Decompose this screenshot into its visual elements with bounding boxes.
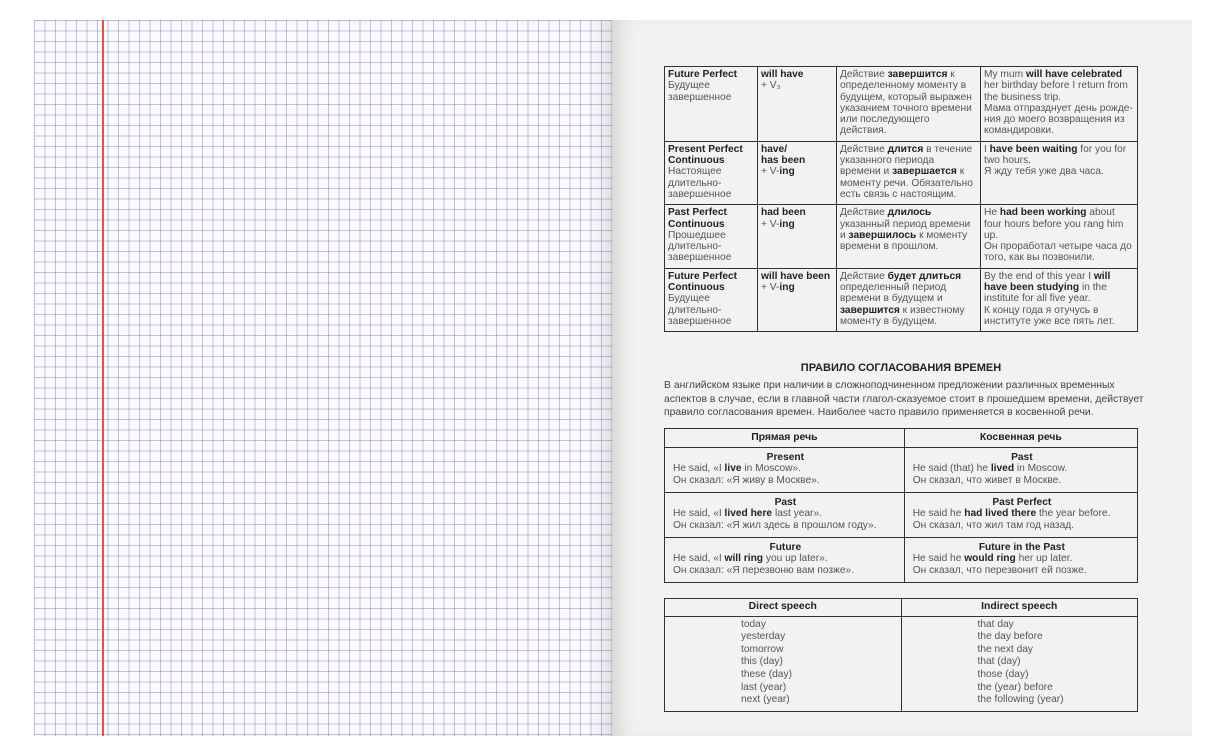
text-run: the year before.	[1036, 508, 1111, 519]
formula-suffix: ing	[779, 218, 795, 230]
speech-table	[664, 428, 1138, 583]
text-run: her birthday before I return from the business trip.	[984, 80, 1128, 103]
word-indirect: that (day)	[977, 656, 1021, 668]
word-direct: this (day)	[741, 656, 783, 668]
tense-name-ru: длительно-	[668, 241, 722, 253]
words-direct-cell	[665, 616, 902, 711]
speech-tense: Past	[1011, 451, 1033, 463]
words-header-indirect: Indirect speech	[901, 599, 1138, 617]
text-run: about four hours before you rang him up.	[984, 207, 1124, 241]
text-run: He said he	[912, 553, 965, 564]
speech-indirect-cell	[904, 447, 1137, 492]
tense-row	[665, 141, 1138, 204]
speech-example-en	[913, 553, 1131, 565]
text-run: for you for two hours.	[984, 143, 1127, 167]
tense-name-en: Future Perfect	[668, 69, 738, 80]
speech-example-en	[913, 508, 1131, 520]
tense-name-ru: завершенное	[668, 91, 732, 103]
tense-name-ru: Будущее	[668, 293, 710, 305]
word-indirect: the following (year)	[977, 694, 1064, 706]
speech-indirect-cell	[904, 492, 1137, 537]
tense-name-en: Present Perfect Continuous	[668, 143, 743, 167]
bold-text: live	[724, 463, 742, 474]
text-run: I	[984, 143, 990, 155]
words-table	[664, 598, 1138, 712]
formula-suffix: ing	[779, 282, 795, 294]
formula-text: + V-	[761, 218, 780, 230]
text-run: He said, «I	[673, 553, 725, 564]
grid-notebook-page	[34, 20, 612, 736]
speech-header-indirect: Косвенная речь	[904, 429, 1137, 448]
speech-tense: Future	[769, 541, 802, 553]
text-run: к моменту речи. Обязательно есть связь с настоящим.	[840, 166, 973, 200]
red-margin-line	[102, 20, 104, 736]
tense-meaning-cell	[837, 141, 981, 204]
speech-indirect-cell	[904, 537, 1137, 582]
tense-row	[665, 205, 1138, 268]
tense-name-ru: длительно-	[668, 177, 722, 189]
text-run: her up later.	[1015, 553, 1073, 564]
speech-tense: Past	[774, 496, 797, 508]
text-run: My mum	[984, 69, 1026, 80]
rule-text: В английском языке при наличии в сложноподчиненном предложении различных временных аспектов в случае, если в главной части глагол-сказуемое стоит в прошедшем времени, действует правило согласования времен. Наиболее часто правило применяется в косвенной речи.	[664, 380, 1144, 418]
formula-text: + V₃	[761, 80, 781, 92]
speech-direct-cell	[665, 492, 905, 537]
bold-text: завершается	[892, 166, 957, 178]
text-run: К концу года я отучусь в институте уже все пять лет.	[984, 304, 1115, 327]
text-run: in the institute for all five year.	[984, 282, 1107, 305]
formula-suffix: ing	[779, 166, 795, 178]
tense-meaning-cell	[837, 268, 981, 331]
bold-text: have been waiting	[989, 143, 1078, 155]
tense-example-cell	[981, 268, 1138, 331]
speech-direct-cell	[665, 447, 905, 492]
word-direct: next (year)	[741, 694, 790, 706]
word-indirect: those (day)	[977, 668, 1029, 680]
bold-text: длилось	[887, 207, 932, 219]
word-direct: yesterday	[741, 631, 786, 643]
tense-name-cell	[665, 67, 758, 142]
text-run: He said, «I	[673, 508, 725, 519]
speech-example-en	[913, 463, 1131, 475]
speech-tense: Future in the Past	[978, 541, 1065, 553]
word-indirect: that day	[977, 618, 1014, 630]
bold-text: lived	[990, 463, 1015, 474]
formula-text: + V-	[761, 282, 780, 294]
bold-text: would ring	[964, 553, 1016, 564]
speech-example-en	[673, 463, 898, 475]
rule-title: ПРАВИЛО СОГЛАСОВАНИЯ ВРЕМЕН	[800, 362, 1002, 374]
word-direct: last (year)	[741, 681, 787, 693]
text-run: указанный период времени и	[840, 218, 971, 241]
tense-formula-cell	[758, 205, 837, 268]
tense-row	[665, 268, 1138, 331]
tense-name-ru: Прошедшее	[668, 229, 726, 241]
tense-name-ru: Настоящее	[668, 166, 722, 178]
text-run: He said he	[912, 508, 965, 519]
speech-example-ru: Он сказал, что жил там год назад.	[912, 519, 1075, 531]
formula-verb	[761, 80, 833, 91]
formula-aux: had been	[761, 207, 806, 219]
bold-text: завершится	[887, 69, 948, 80]
formula-aux: will have been	[761, 270, 831, 282]
text-run: к известному моменту в будущем.	[840, 304, 965, 327]
text-run: Действие	[840, 69, 888, 80]
speech-example-ru: Он сказал: «Я жил здесь в прошлом году».	[673, 519, 877, 531]
tense-row	[665, 67, 1138, 142]
formula-verb	[761, 282, 833, 293]
tense-name-cell	[665, 141, 758, 204]
text-run: you up later».	[763, 553, 828, 564]
bold-text: длится	[887, 143, 924, 155]
tense-name-ru: завершенное	[668, 188, 732, 200]
formula-aux: has been	[761, 155, 806, 167]
speech-header-direct: Прямая речь	[665, 429, 905, 448]
grammar-page	[612, 20, 1192, 736]
word-indirect: the next day	[977, 643, 1034, 655]
text-run: Действие	[840, 207, 888, 219]
text-run: Я жду тебя уже два часа.	[984, 166, 1104, 178]
speech-direct-cell	[665, 537, 905, 582]
formula-verb	[761, 166, 833, 177]
tenses-table	[664, 66, 1138, 332]
speech-example-ru: Он сказал: «Я живу в Москве».	[673, 474, 820, 486]
tense-name-en: Past Perfect Continuous	[668, 207, 727, 230]
text-run: Действие	[840, 143, 888, 155]
bold-text: будет длиться	[887, 270, 962, 282]
speech-tense: Past Perfect	[992, 496, 1052, 508]
text-run: к определенному моменту в будущем, который выражен указанием точного времени или последующего действия.	[840, 69, 972, 137]
text-run: определенный период времени в будущем и	[840, 282, 947, 305]
text-run: в течение указанного периода времени и	[840, 143, 973, 178]
tense-meaning-cell	[837, 205, 981, 268]
tense-name-en: Future Perfect Continuous	[668, 270, 738, 294]
formula-text: + V-	[761, 166, 780, 178]
bold-text: will have celebrated	[1025, 69, 1123, 80]
speech-tense: Present	[766, 451, 805, 463]
formula-aux: will have	[761, 69, 804, 80]
word-direct: tomorrow	[741, 643, 784, 655]
text-run: By the end of this year I	[984, 270, 1094, 282]
text-run: He	[984, 207, 1000, 219]
tense-name-cell	[665, 205, 758, 268]
formula-aux: have/	[761, 143, 788, 155]
text-run: He said, «I	[673, 463, 725, 474]
word-indirect: the (year) before	[977, 681, 1053, 693]
bold-text: will have been studying	[984, 270, 1111, 294]
text-run: Действие	[840, 270, 888, 282]
bold-text: will ring	[724, 553, 764, 564]
speech-example-ru: Он сказал, что перезвонит ей позже.	[912, 564, 1087, 576]
speech-example-en	[673, 508, 898, 520]
speech-example-en	[673, 553, 898, 565]
tense-name-ru: длительно-	[668, 304, 722, 316]
tense-meaning-cell	[837, 67, 981, 142]
word-direct: these (day)	[741, 668, 792, 680]
words-header-direct: Direct speech	[665, 599, 902, 617]
bold-text: завершилось	[848, 229, 917, 241]
tense-example-cell	[981, 205, 1138, 268]
bold-text: завершится	[840, 304, 900, 316]
bold-text: lived here	[724, 508, 773, 519]
text-run: He said (that) he	[912, 463, 991, 474]
text-run: Он проработал четыре часа до того, как вы позвонили.	[984, 241, 1132, 264]
formula-verb	[761, 219, 833, 230]
words-indirect-cell	[901, 616, 1138, 711]
text-run: last year».	[772, 508, 822, 519]
tense-example-cell	[981, 67, 1138, 142]
tense-name-cell	[665, 268, 758, 331]
tense-formula-cell	[758, 67, 837, 142]
speech-example-ru: Он сказал: «Я перезвоню вам позже».	[673, 564, 855, 576]
bold-text: had been working	[999, 207, 1087, 219]
tense-name-ru: Будущее	[668, 80, 710, 92]
tense-example-cell	[981, 141, 1138, 204]
text-run: in Moscow.	[1014, 463, 1068, 474]
speech-example-ru: Он сказал, что живет в Москве.	[912, 474, 1062, 486]
text-run: к моменту времени в прошлом.	[840, 229, 968, 253]
speech-row	[665, 447, 1138, 492]
bold-text: had lived there	[964, 508, 1037, 519]
text-run: in Moscow».	[741, 463, 801, 474]
tense-name-ru: завершенное	[668, 315, 732, 327]
speech-row	[665, 492, 1138, 537]
tense-formula-cell	[758, 141, 837, 204]
speech-row	[665, 537, 1138, 582]
word-indirect: the day before	[977, 631, 1043, 643]
word-direct: today	[741, 618, 766, 630]
tense-formula-cell	[758, 268, 837, 331]
tense-name-ru: завершенное	[668, 252, 732, 264]
text-run: Мама отпразднует день рождения до моего возвращения из командировки.	[984, 102, 1133, 137]
